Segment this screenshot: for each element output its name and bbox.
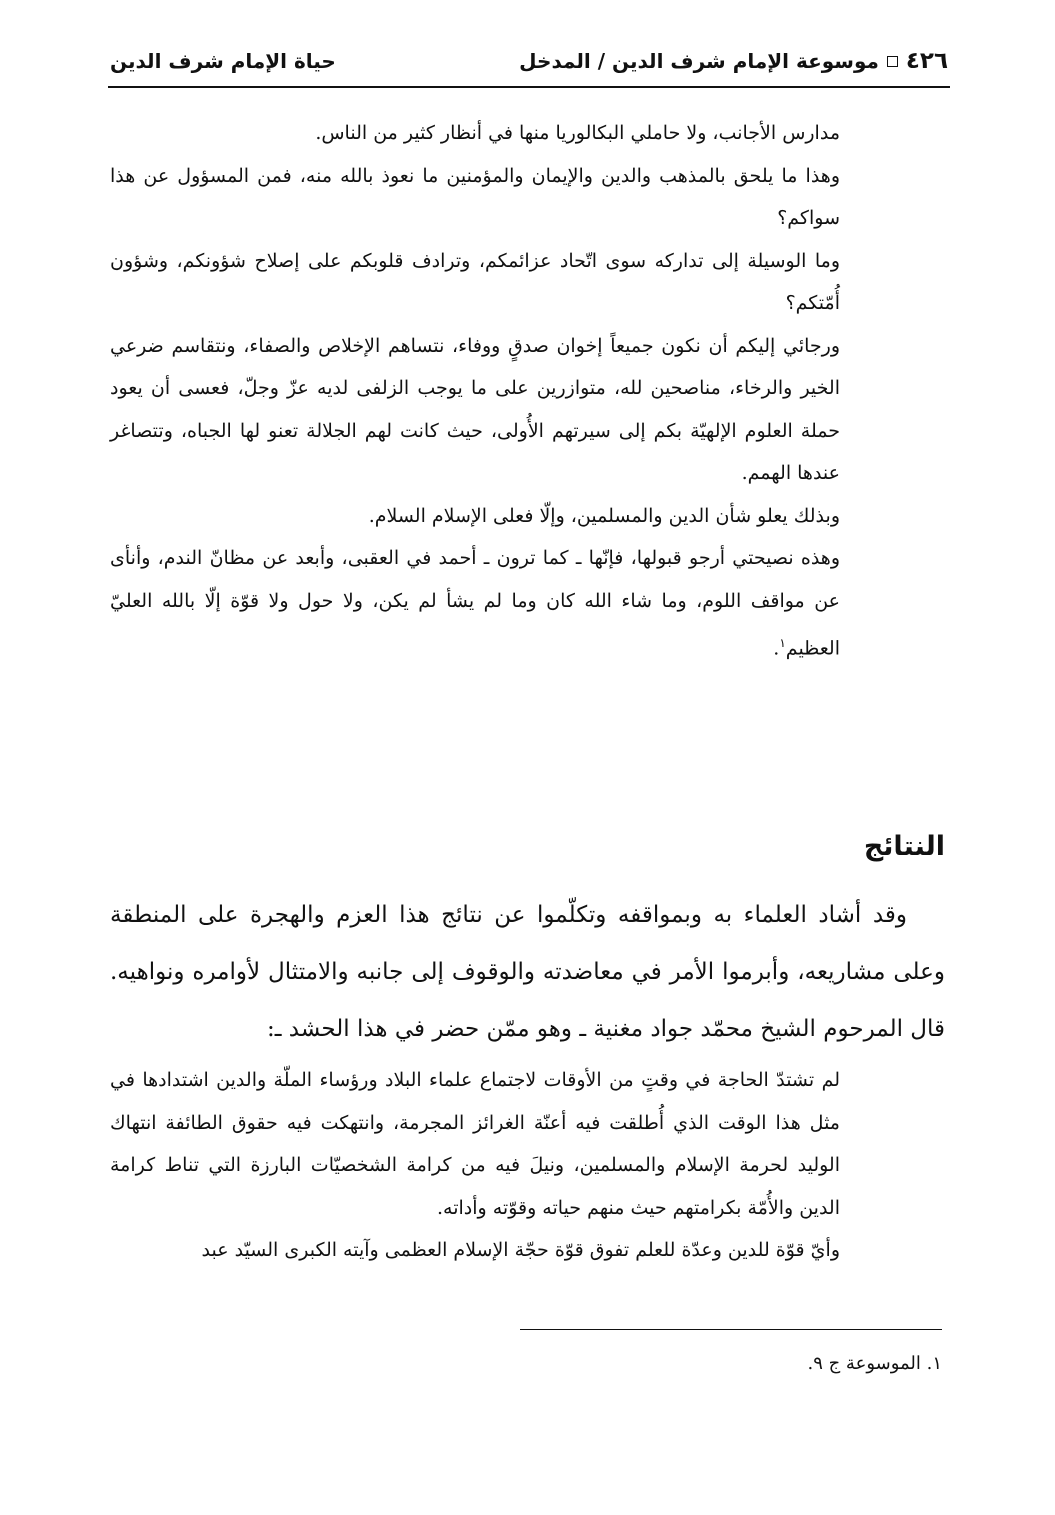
quote-block-2 [110, 1059, 840, 1272]
quote-paragraph-text: وهذه نصيحتي أرجو قبولها، فإنّها ـ كما ترون ـ أحمد في العقبى، وأبعد عن مظانّ الندم، وأنأى عن مواقف اللوم، وما شاء الله كان وما لم يشأ لم يكن، ولا حول ولا قوّة إلّا بالله العليّ العظيم [110, 547, 840, 660]
quote-paragraph: وهذا ما يلحق بالمذهب والدين والإيمان والمؤمنين ما نعوذ بالله منه، فمن المسؤول عن هذا سواكم؟ [110, 164, 840, 229]
footnote: ١. الموسوعة ج ٩. [807, 1353, 942, 1374]
section-paragraph: وقد أشاد العلماء به وبمواقفه وتكلّموا عن نتائج هذا العزم والهجرة على المنطقة وعلى مشاريعه، وأبرموا الأمر في معاضدته والوقوف إلى جانبه والامتثال لأوامره ونواهيه. قال المرحوم الشيخ محمّد جواد مغنية ـ وهو ممّن حضر في هذا الحشد ـ: [110, 902, 945, 1042]
header-rule [108, 86, 950, 88]
section-title: النتائج [863, 831, 945, 862]
quote-paragraph: وبذلك يعلو شأن الدين والمسلمين، وإلّا فعلى الإسلام السلام. [368, 504, 840, 527]
section-body [110, 887, 945, 1058]
quote-block [110, 112, 840, 670]
page-header [110, 40, 948, 82]
book-title: موسوعة الإمام شرف الدين / المدخل [519, 49, 879, 73]
quote-paragraph: وأيّ قوّة للدين وعدّة للعلم تفوق قوّة حجّة الإسلام العظمى وآيته الكبرى السيّد عبد [201, 1239, 840, 1261]
quote-paragraph: وما الوسيلة إلى تداركه سوى اتّحاد عزائمكم، وترادف قلوبكم على إصلاح شؤونكم، وشؤون أُمّتكم؟ [110, 249, 840, 314]
chapter-title: حياة الإمام شرف الدين [110, 49, 336, 73]
quote-paragraph: ورجائي إليكم أن نكون جميعاً إخوان صدقٍ ووفاء، نتساهم الإخلاص والصفاء، ونتقاسم ضرعي الخير والرخاء، مناصحين لله، متوازرين على ما يوجب الزلفى لديه عزّ وجلّ، فعسى أن يعود حملة العلوم الإلهيّة بكم إلى سيرتهم الأُولى، حيث كانت لهم الجلالة تعنو لها الجباه، وتتصاغر عندها الهمم. [110, 334, 840, 484]
page-number: ٤٢٦ [905, 48, 948, 74]
quote-paragraph: لم تشتدّ الحاجة في وقتٍ من الأوقات لاجتماع علماء البلاد ورؤساء الملّة والدين اشتدادها في مثل هذا الوقت الذي أُطلقت فيه أعنّة الغرائز المجرمة، وانتهكت فيه حقوق الطائفة انتهاك الوليد لحرمة الإسلام والمسلمين، ونيلَ فيه من كرامة الشخصيّات البارزة التي تناط كرامة الدين والأُمّة بكرامتهم حيث منهم حياته وقوّته وأداته. [110, 1069, 840, 1219]
footnote-reference: ١ [779, 636, 786, 650]
square-bullet-icon [887, 56, 898, 67]
quote-paragraph-last: وهذه نصيحتي أرجو قبولها، فإنّها ـ كما ترون ـ أحمد في العقبى، وأبعد عن مظانّ الندم، وأنأى عن مواقف اللوم، وما شاء الله كان وما لم يشأ لم يكن، ولا حول ولا قوّة إلّا بالله العليّ العظيم$^١$. [110, 547, 840, 660]
quote-paragraph: مدارس الأجانب، ولا حاملي البكالوريا منها في أنظار كثير من الناس. [315, 122, 840, 144]
footnote-rule [520, 1329, 942, 1330]
header-right [519, 48, 948, 74]
